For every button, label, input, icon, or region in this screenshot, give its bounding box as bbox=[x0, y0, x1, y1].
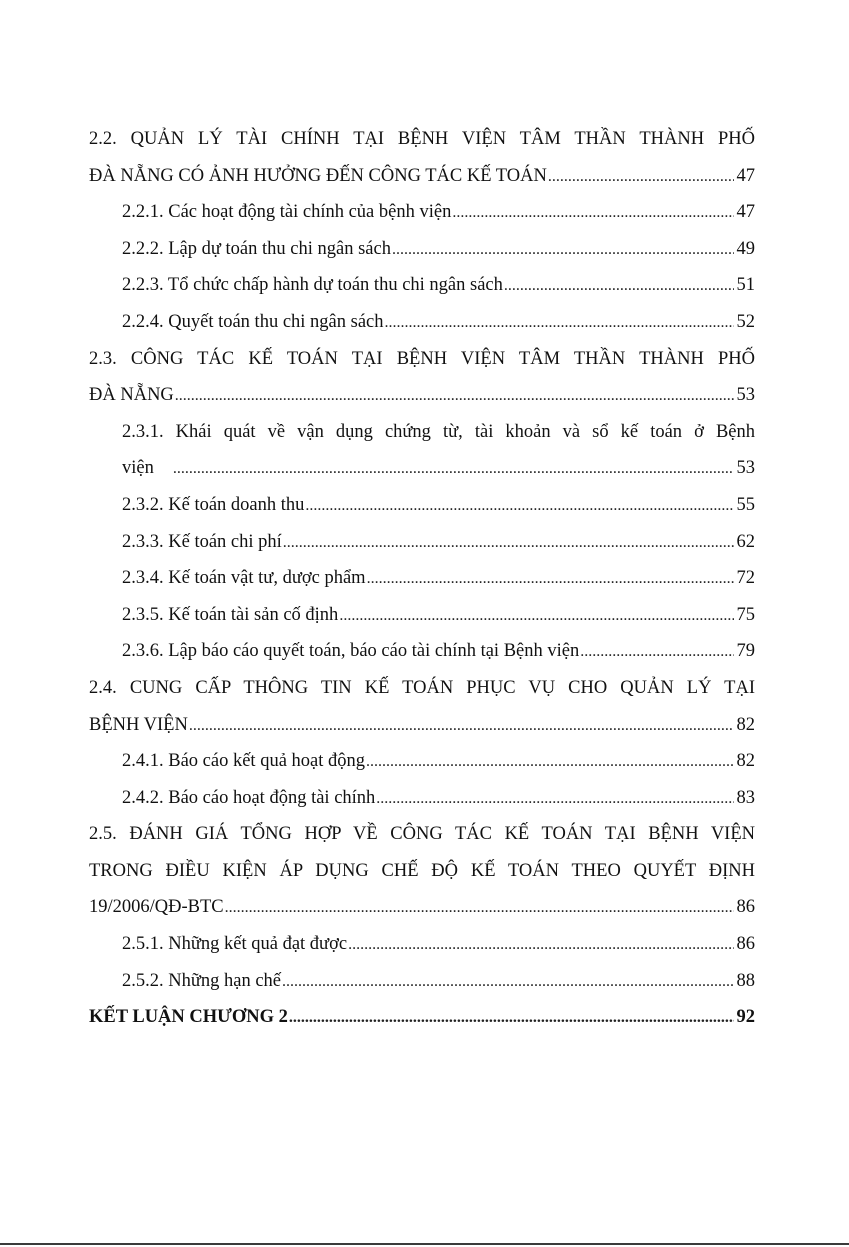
dot-leader bbox=[366, 744, 733, 781]
toc-conclusion[interactable] bbox=[89, 999, 755, 1036]
toc-entry-text: 2.3.5. Kế toán tài sản cố định bbox=[122, 604, 339, 625]
toc-entry-2-4-2[interactable] bbox=[89, 780, 755, 817]
toc-section-2-5-line2 bbox=[89, 853, 755, 890]
toc-entry-text: 2.2.4. Quyết toán thu chi ngân sách bbox=[122, 311, 384, 332]
toc-section-2-3-line1 bbox=[89, 341, 755, 378]
toc-page-number: 47 bbox=[736, 202, 755, 223]
dot-leader bbox=[548, 159, 734, 196]
toc-page-number: 79 bbox=[736, 641, 755, 662]
toc-section-2-2-line2[interactable] bbox=[89, 158, 755, 195]
toc-heading-text: 2.4. CUNG CẤP THÔNG TIN KẾ TOÁN PHỤC VỤ CHO QUẢN LÝ TẠI bbox=[89, 677, 755, 698]
dot-leader bbox=[504, 268, 734, 305]
table-of-contents bbox=[89, 121, 755, 1036]
toc-entry-text: 2.4.2. Báo cáo hoạt động tài chính bbox=[122, 787, 376, 808]
dot-leader bbox=[452, 195, 733, 232]
toc-entry-2-2-2[interactable] bbox=[89, 231, 755, 268]
toc-section-2-4-line2[interactable] bbox=[89, 707, 755, 744]
toc-entry-text: 2.2.2. Lập dự toán thu chi ngân sách bbox=[122, 238, 391, 259]
toc-entry-text: 2.2.1. Các hoạt động tài chính của bệnh viện bbox=[122, 202, 452, 223]
toc-entry-text: 2.5.2. Những hạn chế bbox=[122, 970, 282, 991]
toc-page-number: 86 bbox=[736, 934, 755, 955]
toc-entry-2-2-1[interactable] bbox=[89, 194, 755, 231]
page-bottom-edge bbox=[0, 1243, 849, 1245]
toc-page-number: 51 bbox=[736, 275, 755, 296]
toc-section-2-5-line1 bbox=[89, 816, 755, 853]
toc-page-number: 92 bbox=[736, 1007, 755, 1028]
toc-page-number: 86 bbox=[736, 897, 755, 918]
toc-entry-2-3-3[interactable] bbox=[89, 524, 755, 561]
toc-heading-text: KẾT LUẬN CHƯƠNG 2 bbox=[89, 1007, 288, 1028]
toc-heading-text: ĐÀ NẴNG bbox=[89, 385, 174, 406]
toc-section-2-4-line1 bbox=[89, 670, 755, 707]
toc-entry-text: 2.2.3. Tổ chức chấp hành dự toán thu chi ngân sách bbox=[122, 275, 503, 296]
toc-heading-text: 2.5. ĐÁNH GIÁ TỔNG HỢP VỀ CÔNG TÁC KẾ TOÁN TẠI BỆNH VIỆN bbox=[89, 824, 755, 845]
toc-page-number: 47 bbox=[736, 165, 755, 186]
dot-leader bbox=[283, 525, 734, 562]
toc-entry-text: 2.3.3. Kế toán chi phí bbox=[122, 531, 282, 552]
toc-heading-text: ĐÀ NẴNG CÓ ẢNH HƯỞNG ĐẾN CÔNG TÁC KẾ TOÁN bbox=[89, 165, 547, 186]
dot-leader bbox=[282, 964, 733, 1001]
toc-heading-text: 2.3. CÔNG TÁC KẾ TOÁN TẠI BỆNH VIỆN TÂM THẦN THÀNH PHỐ bbox=[89, 348, 755, 369]
toc-entry-2-3-4[interactable] bbox=[89, 560, 755, 597]
toc-page-number: 53 bbox=[736, 385, 755, 406]
dot-leader bbox=[289, 1000, 734, 1037]
toc-section-2-2-line1 bbox=[89, 121, 755, 158]
toc-page-number: 83 bbox=[736, 787, 755, 808]
toc-page-number: 82 bbox=[736, 751, 755, 772]
dot-leader bbox=[189, 708, 734, 745]
toc-section-2-3-line2[interactable] bbox=[89, 377, 755, 414]
toc-entry-text: 2.3.2. Kế toán doanh thu bbox=[122, 494, 305, 515]
toc-entry-2-2-3[interactable] bbox=[89, 267, 755, 304]
toc-page-number: 55 bbox=[736, 494, 755, 515]
dot-leader bbox=[385, 305, 734, 342]
toc-page-number: 49 bbox=[736, 238, 755, 259]
dot-leader bbox=[376, 781, 733, 818]
dot-leader bbox=[339, 598, 733, 635]
toc-page-number: 72 bbox=[736, 568, 755, 589]
toc-heading-text: 2.2. QUẢN LÝ TÀI CHÍNH TẠI BỆNH VIỆN TÂM THẦN THÀNH PHỐ bbox=[89, 129, 755, 149]
toc-entry-2-3-5[interactable] bbox=[89, 597, 755, 634]
toc-page-number: 75 bbox=[736, 604, 755, 625]
toc-entry-2-3-1-line1 bbox=[89, 414, 755, 451]
dot-leader bbox=[348, 927, 733, 964]
toc-entry-text: 2.3.4. Kế toán vật tư, dược phẩm bbox=[122, 568, 366, 589]
toc-entry-2-3-6[interactable] bbox=[89, 633, 755, 670]
dot-leader bbox=[225, 890, 734, 927]
toc-heading-text: TRONG ĐIỀU KIỆN ÁP DỤNG CHẾ ĐỘ KẾ TOÁN THEO QUYẾT ĐỊNH bbox=[89, 860, 755, 881]
toc-entry-2-5-2[interactable] bbox=[89, 963, 755, 1000]
dot-leader bbox=[173, 451, 734, 488]
toc-entry-2-5-1[interactable] bbox=[89, 926, 755, 963]
toc-page-number: 53 bbox=[736, 458, 755, 479]
toc-heading-text: BỆNH VIỆN bbox=[89, 714, 188, 735]
toc-page-number: 88 bbox=[736, 970, 755, 991]
toc-entry-text: 2.4.1. Báo cáo kết quả hoạt động bbox=[122, 751, 366, 772]
dot-leader bbox=[175, 378, 734, 415]
dot-leader bbox=[305, 488, 733, 525]
toc-entry-text: 2.3.6. Lập báo cáo quyết toán, báo cáo tài chính tại Bệnh viện bbox=[122, 641, 580, 662]
toc-entry-2-4-1[interactable] bbox=[89, 743, 755, 780]
toc-page-number: 62 bbox=[736, 531, 755, 552]
toc-heading-text: 19/2006/QĐ-BTC bbox=[89, 897, 224, 918]
toc-entry-text: viện bbox=[122, 458, 154, 479]
toc-page-number: 82 bbox=[736, 714, 755, 735]
dot-leader bbox=[580, 634, 733, 671]
dot-leader bbox=[367, 561, 734, 598]
toc-entry-text: 2.3.1. Khái quát về vận dụng chứng từ, tài khoản và sổ kế toán ở Bệnh bbox=[122, 421, 755, 442]
toc-entry-text: 2.5.1. Những kết quả đạt được bbox=[122, 934, 348, 955]
toc-entry-2-2-4[interactable] bbox=[89, 304, 755, 341]
toc-section-2-5-line3[interactable] bbox=[89, 889, 755, 926]
toc-entry-2-3-2[interactable] bbox=[89, 487, 755, 524]
dot-leader bbox=[392, 232, 734, 269]
toc-entry-2-3-1-line2[interactable] bbox=[89, 450, 755, 487]
toc-page-number: 52 bbox=[736, 311, 755, 332]
